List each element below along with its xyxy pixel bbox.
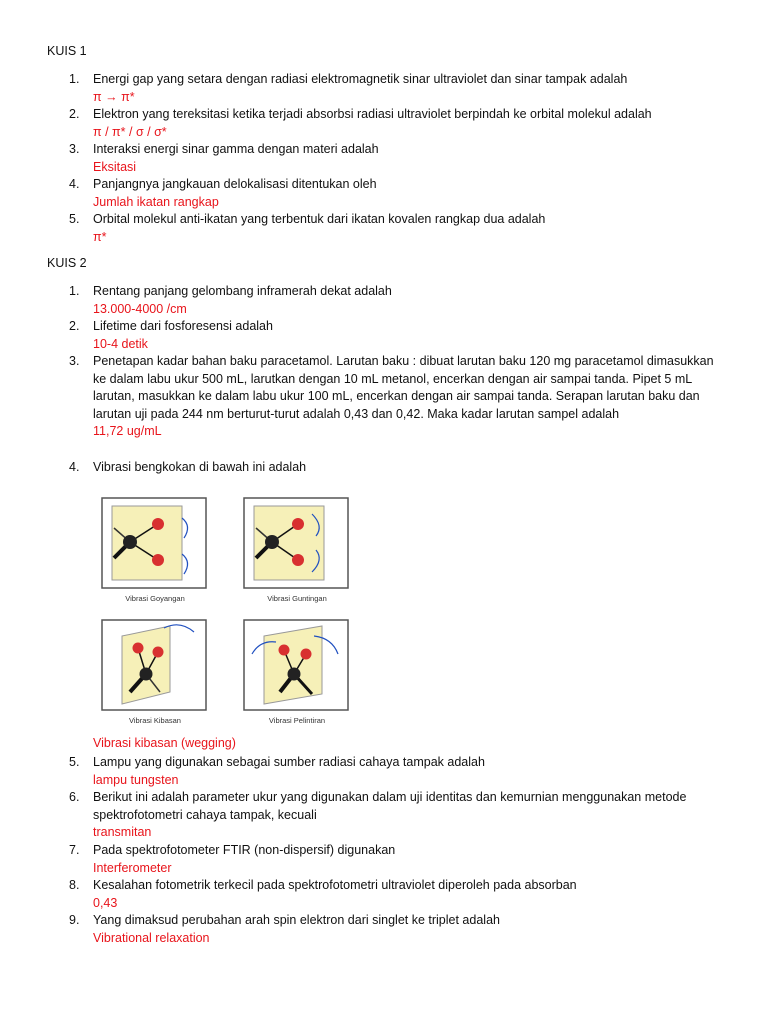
question-text: Energi gap yang setara dengan radiasi elektromagnetik sinar ultraviolet dan sinar tampak adalah — [93, 72, 628, 86]
panel-plane — [112, 506, 182, 580]
kuis1-question-5 — [69, 211, 729, 246]
question-text: Interaksi energi sinar gamma dengan materi adalah — [93, 142, 379, 156]
question-number: 7. — [69, 843, 80, 857]
question-text: Elektron yang tereksitasi ketika terjadi absorbsi radiasi ultraviolet berpindah ke orbital molekul adalah — [93, 107, 652, 121]
panel-plane — [264, 626, 322, 704]
caption-kibasan: Vibrasi Kibasan — [129, 716, 181, 725]
question-number: 1. — [69, 284, 80, 298]
question-text: Rentang panjang gelombang inframerah dekat adalah — [93, 284, 392, 298]
answer-text: π → π* — [93, 89, 135, 104]
caption-pelintiran: Vibrasi Pelintiran — [268, 716, 326, 725]
question-number: 3. — [69, 142, 80, 156]
question-text: Lampu yang digunakan sebagai sumber radiasi cahaya tampak adalah — [93, 755, 485, 769]
hydrogen-atom — [279, 645, 290, 656]
kuis2-question-1 — [69, 283, 729, 318]
hydrogen-atom — [292, 518, 304, 530]
question-text: Lifetime dari fosforesensi adalah — [93, 319, 273, 333]
question-number: 2. — [69, 319, 80, 333]
answer-text: Interferometer — [93, 860, 172, 875]
kuis2-question-4 — [69, 459, 729, 477]
kuis1-question-2 — [69, 106, 729, 141]
panel-goyangan — [100, 496, 210, 592]
caption-guntingan: Vibrasi Guntingan — [267, 594, 327, 603]
goyangan-diagram — [100, 496, 210, 592]
hydrogen-atom — [301, 649, 312, 660]
answer-text: transmitan — [93, 825, 152, 839]
question-text: Panjangnya jangkauan delokalisasi ditentukan oleh — [93, 177, 377, 191]
question-number: 6. — [69, 790, 80, 804]
question-text: Yang dimaksud perubahan arah spin elektron dari singlet ke triplet adalah — [93, 913, 500, 927]
kuis2-question-8 — [69, 877, 729, 912]
question-number: 8. — [69, 878, 80, 892]
question-number: 2. — [69, 107, 80, 121]
kuis2-question-6 — [69, 789, 729, 842]
kibasan-diagram — [100, 618, 210, 714]
question-text: Pada spektrofotometer FTIR (non-dispersif) digunakan — [93, 843, 396, 857]
hydrogen-atom — [292, 554, 304, 566]
guntingan-diagram — [242, 496, 352, 592]
hydrogen-atom — [152, 518, 164, 530]
answer-text: π / π* / σ / σ* — [93, 124, 167, 139]
kuis2-title: KUIS 2 — [47, 256, 87, 270]
kuis1-question-3 — [69, 141, 729, 176]
answer-text: π* — [93, 229, 107, 244]
hydrogen-atom — [152, 554, 164, 566]
vibration-figure — [96, 488, 356, 728]
answer-text: lampu tungsten — [93, 772, 179, 787]
question-number: 5. — [69, 212, 80, 226]
carbon-atom — [140, 668, 153, 681]
carbon-atom — [265, 535, 279, 549]
kuis2-question-7 — [69, 842, 729, 877]
kuis1-title: KUIS 1 — [47, 44, 87, 58]
answer-text: 10-4 detik — [93, 336, 148, 351]
panel-kibasan — [100, 618, 210, 714]
kuis2-question-3 — [69, 353, 729, 441]
question-number: 9. — [69, 913, 80, 927]
panel-plane — [122, 626, 170, 704]
panel-plane — [254, 506, 324, 580]
carbon-atom — [123, 535, 137, 549]
question-text: Vibrasi bengkokan di bawah ini adalah — [93, 460, 307, 474]
question-number: 4. — [69, 460, 80, 474]
hydrogen-atom — [153, 647, 164, 658]
question-text: Orbital molekul anti-ikatan yang terbentuk dari ikatan kovalen rangkap dua adalah — [93, 212, 546, 226]
panel-guntingan — [242, 496, 352, 592]
answer-text: 13.000-4000 /cm — [93, 301, 187, 316]
answer-text: Eksitasi — [93, 159, 137, 174]
question-text: Penetapan kadar bahan baku paracetamol. Larutan baku : dibuat larutan baku 120 mg paracetamol dimasukkan ke dalam labu ukur 500 mL, larutkan dengan 10 mL metanol, encerkan dengan air sampai tanda. Pipet 5 mL larutan, masukkan ke dalam labu ukur 100 mL, encerkan dengan air sampai tanda. Serapan larutan baku dan larutan uji pada 244 nm berturut-turut adalah 0,43 dan 0,42. Maka kadar larutan sampel adalah — [93, 354, 714, 421]
question-text: Kesalahan fotometrik terkecil pada spektrofotometri ultraviolet diperoleh pada absorban — [93, 878, 577, 892]
kuis2-question-5 — [69, 754, 729, 789]
answer-text: Vibrational relaxation — [93, 930, 210, 945]
pelintiran-diagram — [242, 618, 352, 714]
answer-text: Jumlah ikatan rangkap — [93, 194, 219, 209]
answer-text: 11,72 ug/mL — [93, 424, 162, 438]
kuis1-question-1 — [69, 71, 729, 106]
kuis2-question-2 — [69, 318, 729, 353]
kuis2-question-4-answer — [69, 735, 729, 753]
hydrogen-atom — [133, 643, 144, 654]
question-text: Berikut ini adalah parameter ukur yang digunakan dalam uji identitas dan kemurnian menggunakan metode spektrofotometri cahaya tampak, kecuali — [93, 790, 687, 822]
answer-text: Vibrasi kibasan (wegging) — [93, 736, 236, 750]
question-number: 4. — [69, 177, 80, 191]
answer-text: 0,43 — [93, 895, 118, 910]
question-number: 3. — [69, 354, 80, 368]
question-number: 5. — [69, 755, 80, 769]
panel-pelintiran — [242, 618, 352, 714]
carbon-atom — [288, 668, 301, 681]
question-number: 1. — [69, 72, 80, 86]
kuis2-question-9 — [69, 912, 729, 947]
caption-goyangan: Vibrasi Goyangan — [125, 594, 185, 603]
kuis1-question-4 — [69, 176, 729, 211]
